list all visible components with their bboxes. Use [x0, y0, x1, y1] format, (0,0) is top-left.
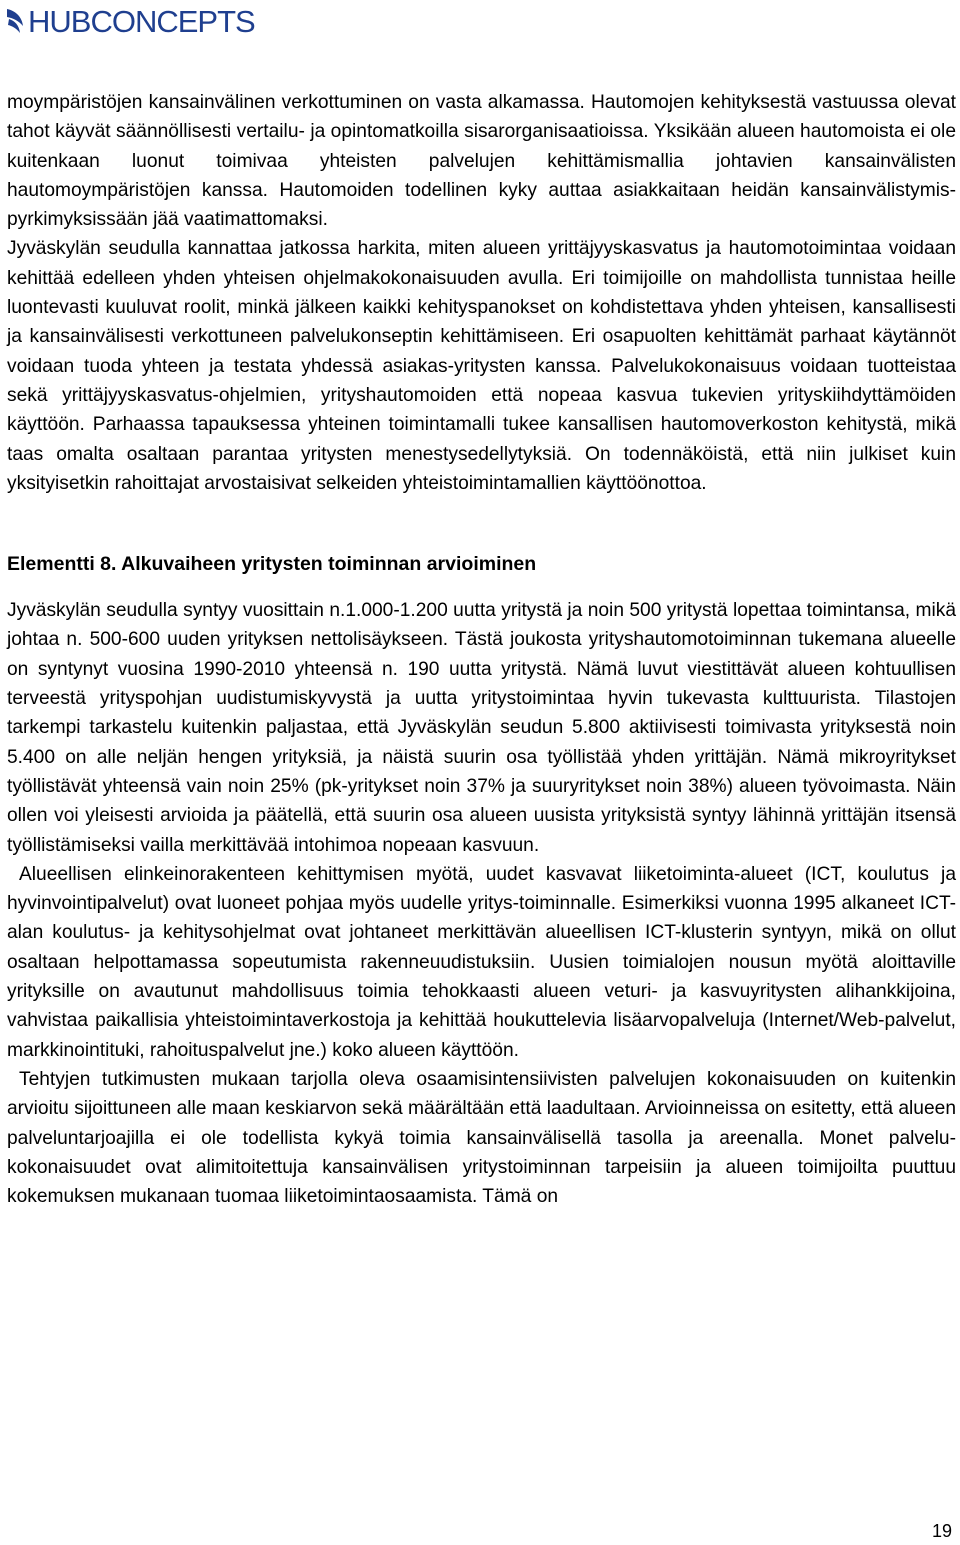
paragraph-2: Jyväskylän seudulla kannattaa jatkossa harkita, miten alueen yrittäjyyskasvatus ja hautomotoimintaa voidaan kehittää edelleen yhden yhteisen ohjelmakokonaisuuden avulla. Eri toimijoille on mahdollista tunnistaa heille luontevasti kuuluvat roolit, minkä jälkeen kaikki kehityspanokset on kohdistettava yhden yhteisen, kansallisesti ja kansainvälisesti verkottuneen palvelukonseptin kehittämiseen. Eri osapuolten kehittämät parhaat käytännöt voidaan tuoda yhteen ja testata yhdessä asiakas-yritysten kanssa. Palvelukokonaisuus voidaan tuotteistaa sekä yrittäjyyskasvatus-ohjelmien, yrityshautomoiden että nopeaa kasvua tukevien yrityskiihdyttämöiden käyttöön. Parhaassa tapauksessa yhteinen toimintamalli tukee kansallisen hautomoverkoston kehitystä, mikä taas omalta osaltaan parantaa yritysten menestysedellytyksiä. On todennäköistä, että niin julkiset kuin yksityisetkin rahoittajat arvostaisivat selkeiden yhteistoimintamallien käyttöönottoa. — [7, 238, 956, 494]
bird-wing-icon — [4, 7, 26, 37]
paragraph-4: Alueellisen elinkeinorakenteen kehittymisen myötä, uudet kasvavat liiketoiminta-alueet (ICT, koulutus ja hyvinvointipalvelut) ovat luoneet pohjaa myös uudelle yritys-toiminnalle. Esimerkiksi vuonna 1995 alkaneet ICT-alan koulutus- ja kehitysohjelmat ovat johtaneet merkittävän alueellisen ICT-klusterin syntyyn, mikä on ollut osaltaan helpottamassa sopeutumista rakenneuudistuksiin. Uusien toimialojen nousun myötä aloittaville yrityksille on avautunut mahdollisuus toimia tehokkaasti alueen veturi- ja kasvuyritysten alihankkijoina, vahvistaa paikallisia yhteistoimintaverkostoja ja kehittää houkuttelevia lisäarvopalveluja (Internet/Web-palvelut, markkinointituki, rahoituspalvelut jne.) koko alueen käyttöön. — [7, 863, 956, 1061]
page-number: 19 — [931, 1521, 952, 1541]
paragraph-3: Jyväskylän seudulla syntyy vuosittain n.1.000-1.200 uutta yritystä ja noin 500 yritystä lopettaa toimintansa, mikä johtaa n. 500-600 uuden yrityksen nettolisäykseen. Tästä joukosta yrityshautomotoiminnan tukemana alueelle on syntynyt vuosina 1990-2010 yhteensä n. 190 uutta yritystä. Nämä luvut viestittävät alueen kohtuullisen terveestä yrityspohjan uudistumiskyvystä ja uutta yritystoimintaa hyvin tukevasta kulttuurista. Tilastojen tarkempi tarkastelu kuitenkin paljastaa, että Jyväskylän seudun 5.800 aktiivisesti toimivasta yrityksestä noin 5.400 on alle neljän hengen yrityksiä, ja näistä suurin osa työllistää yhden yrittäjän. Nämä mikroyritykset työllistävät yhteensä vain noin 25% (pk-yritykset noin 37% ja suuryritykset noin 38%) alueen työvoimasta. Näin ollen voi yleisesti arvioida ja päätellä, että suurin osa alueen uusista yrityksistä syntyy lähinnä yrittäjän itsensä työllistämiseksi vailla merkittävää intohimoa nopeaan kasvuun. — [7, 600, 956, 856]
logo-text: HUBCONCEPTS — [28, 4, 255, 39]
section-heading: Elementti 8. Alkuvaiheen yritysten toiminnan arvioiminen — [7, 553, 537, 576]
header-logo — [4, 4, 255, 40]
paragraph-5: Tehtyjen tutkimusten mukaan tarjolla oleva osaamisintensiivisten palvelujen kokonaisuuden on kuitenkin arvioitu sijoittuneen alle maan keskiarvon sekä määrältään että laadultaan. Arvioinneissa on esitetty, että alueen palveluntarjoajilla ei ole todellista kykyä toimia kansainvälisellä tasolla ja areenalla. Monet palvelu-kokonaisuudet ovat alimitoitettuja kansainvälisen yritystoiminnan tarpeisiin ja alueen toimijoilta puuttuu kokemuksen mukanaan tuomaa liiketoimintaosaamista. Tämä on — [7, 1068, 956, 1208]
paragraph-1: moympäristöjen kansainvälinen verkottuminen on vasta alkamassa. Hautomojen kehityksestä vastuussa olevat tahot käyvät säännöllisesti vertailu- ja opintomatkoilla sisarorganisaatioissa. Yksikään alueen hautomoista ei ole kuitenkaan luonut toimivaa yhteisten palvelujen kehittämismallia johtavien kansainvälisten hautomoympäristöjen kanssa. Hautomoiden todellinen kyky auttaa asiakkaitaan heidän kansainvälistymis-pyrkimyksissään jää vaatimattomaksi. — [7, 92, 956, 231]
document-body — [7, 88, 956, 1211]
